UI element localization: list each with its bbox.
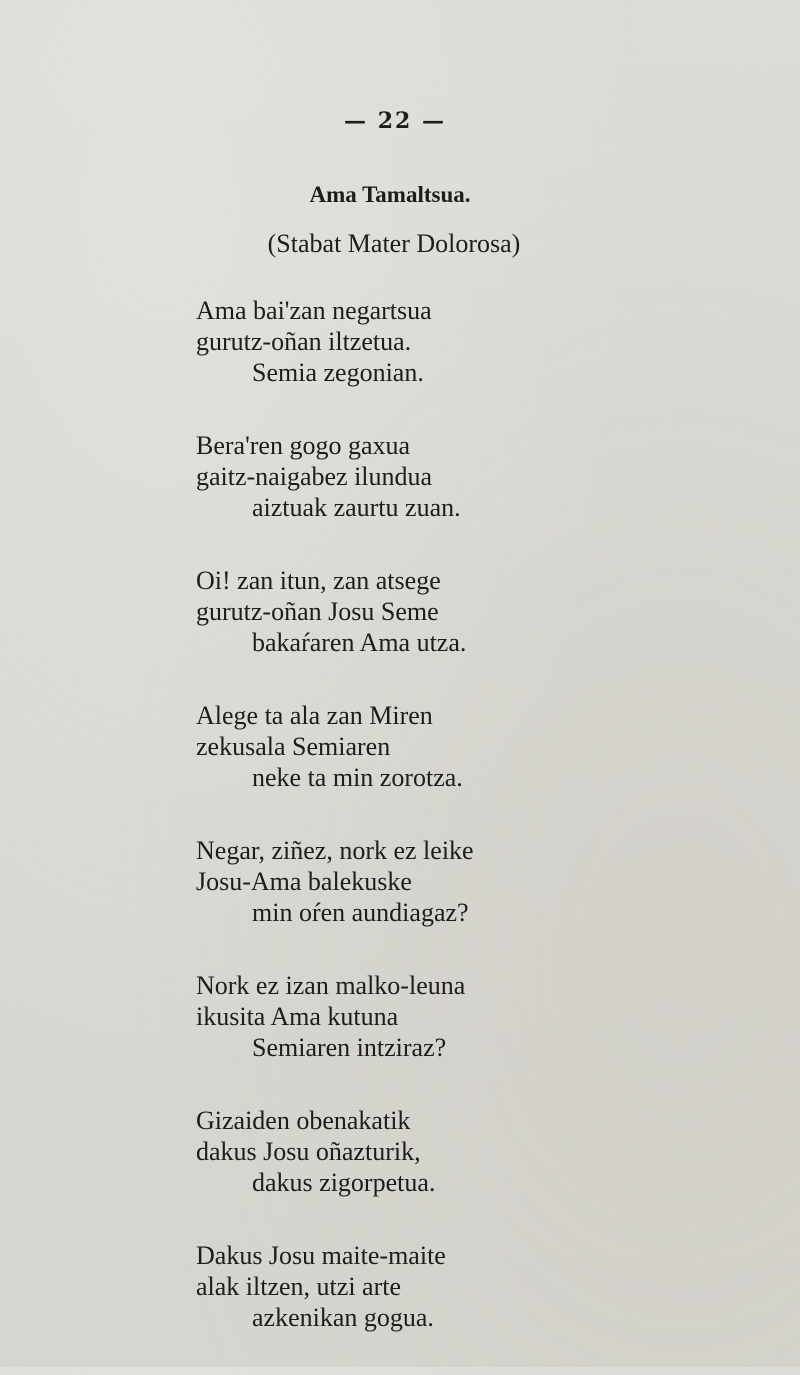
poem-line: ikusita Ama kutuna (196, 1002, 399, 1031)
poem-line: gaitz-naigabez ilundua (196, 462, 433, 491)
poem-line: azkenikan gogua. (252, 1303, 434, 1332)
poem-title: Ama Tamaltsua. (309, 182, 471, 207)
poem-line: Oi! zan itun, zan atsege (196, 566, 441, 595)
poem-line: Gizaiden obenakatik (196, 1106, 411, 1135)
poem-line: Dakus Josu maite-maite (196, 1241, 446, 1270)
poem-line: Nork ez izan malko-leuna (196, 971, 466, 1000)
poem-line: neke ta min zorotza. (252, 763, 463, 792)
poem-line: zekusala Semiaren (196, 732, 391, 761)
poem-body (196, 295, 756, 1375)
poem-line: Semiaren intziraz? (252, 1033, 447, 1062)
poem-line: Ama bai'zan negartsua (196, 296, 432, 325)
stanza-5 (196, 835, 756, 928)
poem-line: dakus Josu oñazturik, (196, 1137, 421, 1166)
poem-line: Josu-Ama balekuske (196, 867, 412, 896)
poem-line: bakaŕaren Ama utza. (252, 628, 467, 657)
poem-line: min oŕen aundiagaz? (252, 898, 469, 927)
stanza-4 (196, 700, 756, 793)
stanza-7 (196, 1105, 756, 1198)
poem-line: Negar, ziñez, nork ez leike (196, 836, 474, 865)
poem-line: dakus zigorpetua. (252, 1168, 436, 1197)
poem-line: gurutz-oñan iltzetua. (196, 327, 412, 356)
stanza-8 (196, 1240, 756, 1333)
poem-line: Bera'ren gogo gaxua (196, 431, 411, 460)
poem-line: Semia zegonian. (252, 358, 424, 387)
poem-line: alak iltzen, utzi arte (196, 1272, 402, 1301)
stanza-6 (196, 970, 756, 1063)
stanza-1 (196, 295, 756, 388)
stanza-3 (196, 565, 756, 658)
poem-line: Alege ta ala zan Miren (196, 701, 433, 730)
poem-line: aiztuak zaurtu zuan. (252, 493, 461, 522)
stanza-2 (196, 430, 756, 523)
poem-line: gurutz-oñan Josu Seme (196, 597, 439, 626)
page-number: — 22 — (344, 108, 446, 134)
poem-subtitle: (Stabat Mater Dolorosa) (267, 229, 521, 258)
